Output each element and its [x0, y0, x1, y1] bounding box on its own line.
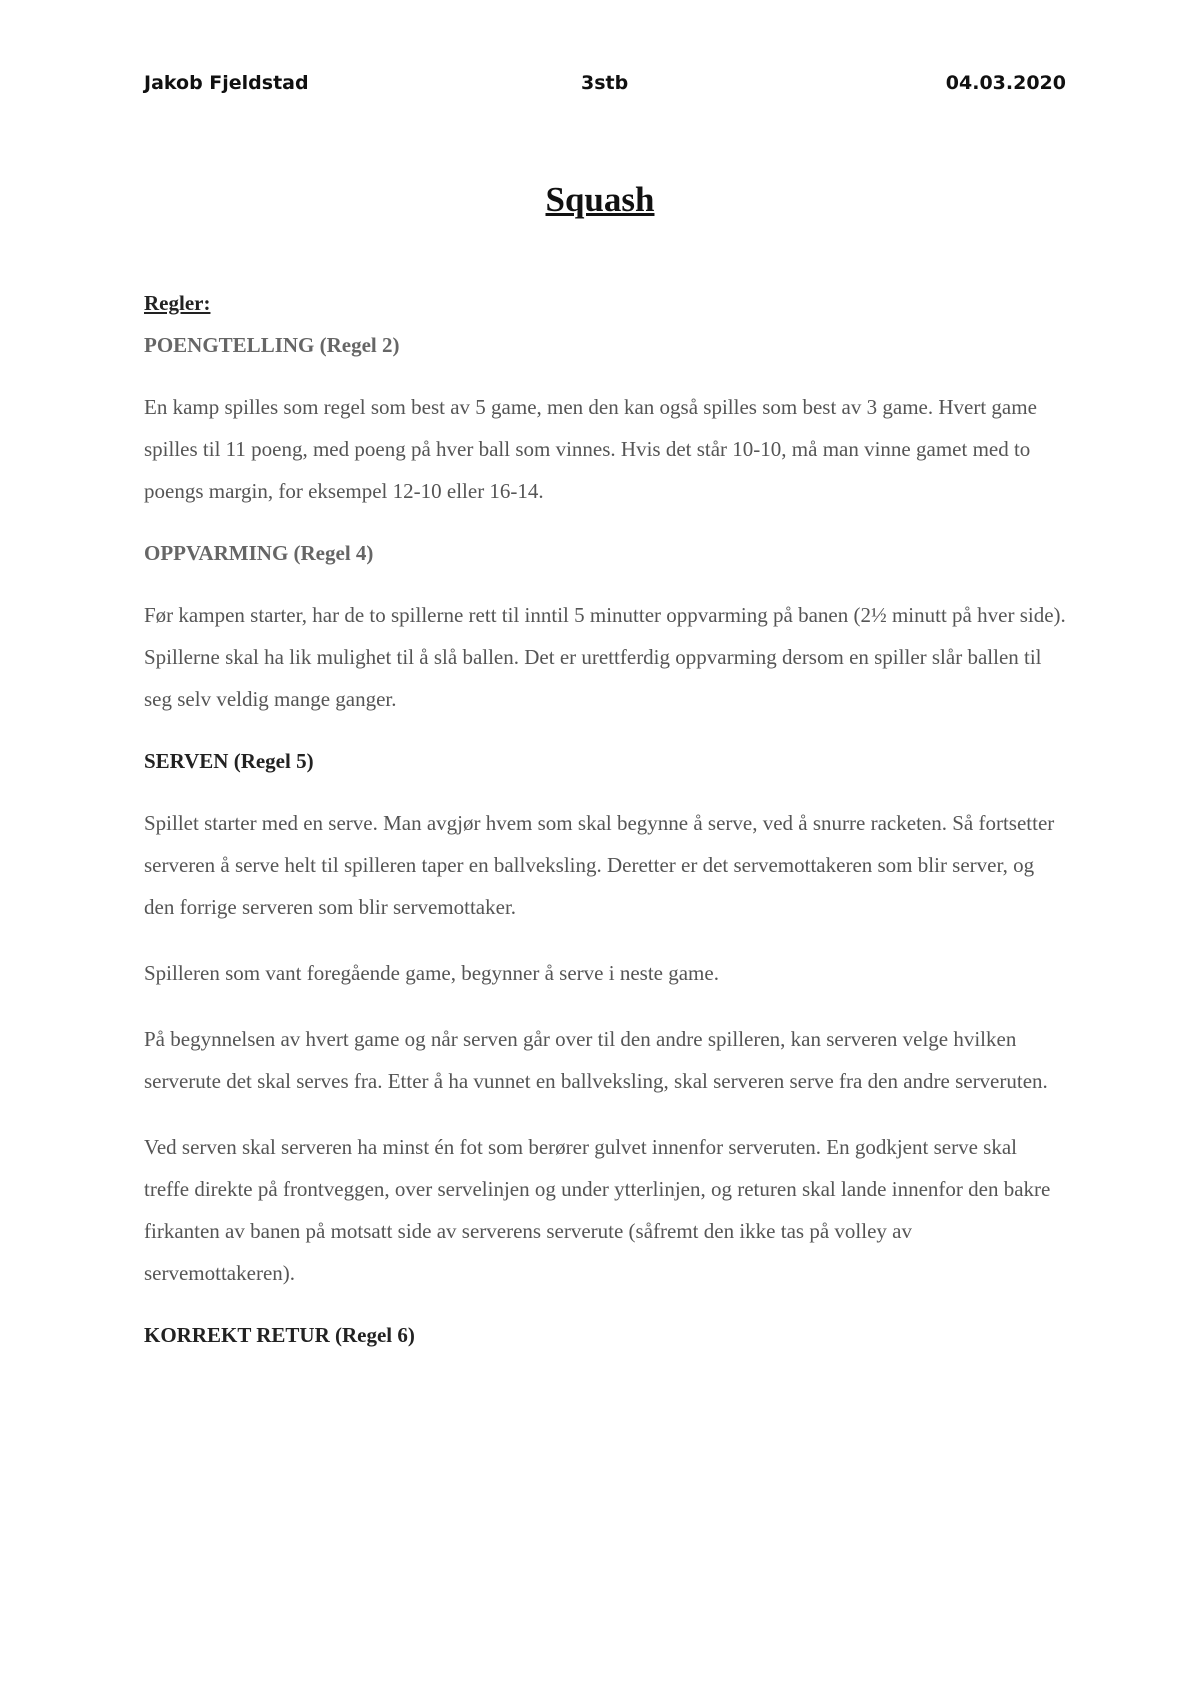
document-title: Squash — [545, 180, 655, 219]
paragraph-serven-1: Spillet starter med en serve. Man avgjør hvem som skal begynne å serve, ved å snurre racketen. Så fortsetter serveren å serve helt til spilleren taper en ballveksling. Deretter er det servemottakeren som blir server, og den forrige serveren som blir servemottaker. — [144, 811, 1055, 919]
page-header — [144, 72, 1066, 102]
paragraph-serven-3: På begynnelsen av hvert game og når serven går over til den andre spilleren, kan serveren velge hvilken serverute det skal serves fra. Etter å ha vunnet en ballveksling, skal serveren serve fra den andre serveruten. — [144, 1027, 1048, 1093]
section-heading-korrekt-retur: KORREKT RETUR (Regel 6) — [144, 1323, 415, 1347]
paragraph-oppvarming: Før kampen starter, har de to spillerne rett til inntil 5 minutter oppvarming på banen (2½ minutt på hver side). Spillerne skal ha lik mulighet til å slå ballen. Det er urettferdig oppvarming dersom en spiller slår ballen til seg selv veldig mange ganger. — [144, 603, 1066, 711]
section-heading-oppvarming: OPPVARMING (Regel 4) — [144, 541, 374, 565]
header-date: 04.03.2020 — [945, 72, 1066, 94]
section-heading-serven: SERVEN (Regel 5) — [144, 749, 314, 773]
header-class: 3stb — [581, 72, 629, 94]
section-heading-poengtelling: POENGTELLING (Regel 2) — [144, 333, 400, 357]
document-body — [144, 288, 1066, 1350]
header-author: Jakob Fjeldstad — [144, 72, 309, 94]
paragraph-serven-4: Ved serven skal serveren ha minst én fot som berører gulvet innenfor serveruten. En godkjent serve skal treffe direkte på frontveggen, over servelinjen og under ytterlinjen, og returen skal lande innenfor den bakre firkanten av banen på motsatt side av serverens serverute (såfremt den ikke tas på volley av servemottakeren). — [144, 1135, 1051, 1285]
paragraph-serven-2: Spilleren som vant foregående game, begynner å serve i neste game. — [144, 961, 719, 985]
rules-label: Regler: — [144, 291, 211, 315]
paragraph-poengtelling: En kamp spilles som regel som best av 5 game, men den kan også spilles som best av 3 game. Hvert game spilles til 11 poeng, med poeng på hver ball som vinnes. Hvis det står 10-10, må man vinne gamet med to poengs margin, for eksempel 12-10 eller 16-14. — [144, 395, 1037, 503]
